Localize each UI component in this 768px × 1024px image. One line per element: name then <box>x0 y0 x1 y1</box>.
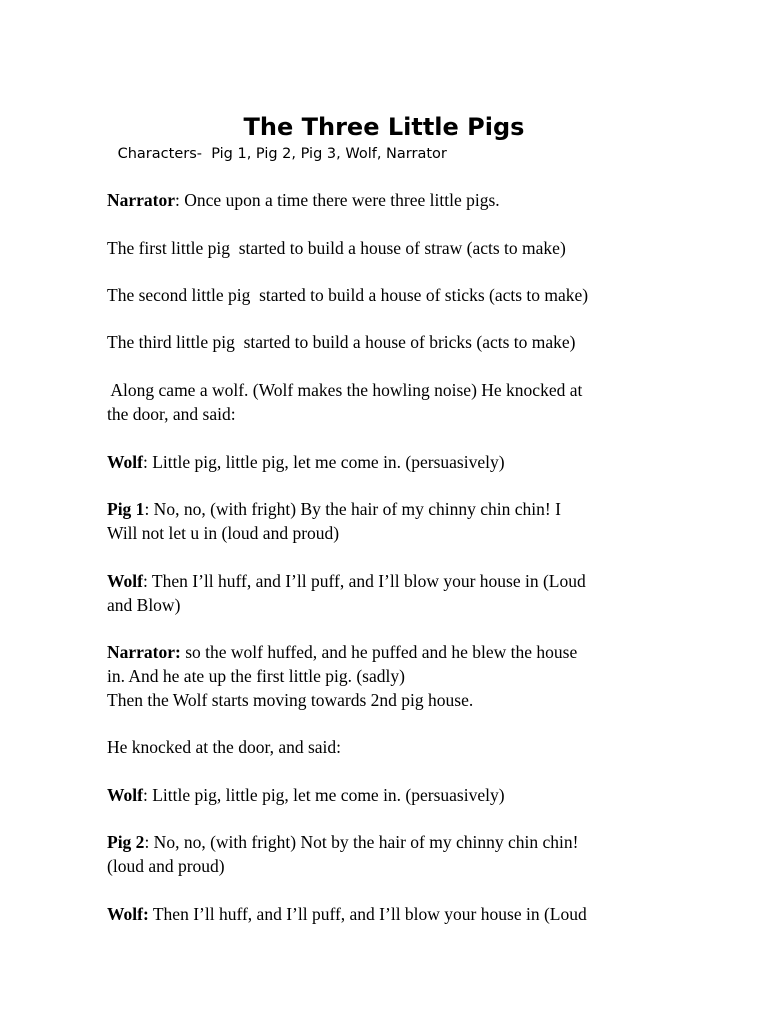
line-text: Then the Wolf starts moving towards 2nd pig house. <box>107 690 474 710</box>
line-text: (loud and proud) <box>107 856 225 876</box>
script-line <box>107 783 667 807</box>
speaker-label: Pig 1 <box>107 499 145 519</box>
script-line <box>107 854 667 878</box>
line-text: the door, and said: <box>107 404 236 424</box>
document-title: The Three Little Pigs <box>243 113 525 141</box>
speaker-label: Wolf: <box>107 904 149 924</box>
line-text: : No, no, (with fright) By the hair of my chinny chin chin! I <box>144 499 561 519</box>
script-line <box>107 664 667 688</box>
script-line <box>107 902 667 926</box>
script-line <box>107 735 667 759</box>
speaker-label: Narrator <box>107 190 176 210</box>
script-line <box>107 497 667 521</box>
script-line <box>107 236 667 260</box>
script-line <box>107 830 667 854</box>
script-line <box>107 378 667 402</box>
line-text: The first little pig started to build a house of straw (acts to make) <box>107 238 566 258</box>
script-line <box>107 569 667 593</box>
speaker-label: Narrator: <box>107 642 181 662</box>
characters-list: Characters- Pig 1, Pig 2, Pig 3, Wolf, Narrator <box>113 146 447 162</box>
line-text: : Little pig, little pig, let me come in. (persuasively) <box>142 452 505 472</box>
script-line <box>107 402 667 426</box>
line-text: and Blow) <box>107 595 181 615</box>
line-text: : Once upon a time there were three little pigs. <box>175 190 500 210</box>
line-text: Along came a wolf. (Wolf makes the howling noise) He knocked at <box>107 380 583 400</box>
script-line <box>107 450 667 474</box>
script-line <box>107 593 667 617</box>
script-line <box>107 188 667 212</box>
line-text: : No, no, (with fright) Not by the hair of my chinny chin chin! <box>144 832 579 852</box>
script-line <box>107 640 667 664</box>
line-text: He knocked at the door, and said: <box>107 737 342 757</box>
line-text: so the wolf huffed, and he puffed and he blew the house <box>180 642 578 662</box>
line-text: in. And he ate up the first little pig. (sadly) <box>107 666 405 686</box>
speaker-label: Wolf <box>107 785 143 805</box>
line-text: : Little pig, little pig, let me come in. (persuasively) <box>142 785 505 805</box>
line-text: Then I’ll huff, and I’ll puff, and I’ll blow your house in (Loud <box>148 904 587 924</box>
line-text: Will not let u in (loud and proud) <box>107 523 340 543</box>
speaker-label: Wolf <box>107 452 143 472</box>
speaker-label: Pig 2 <box>107 832 145 852</box>
line-text: The second little pig started to build a house of sticks (acts to make) <box>107 285 589 305</box>
script-line <box>107 283 667 307</box>
line-text: : Then I’ll huff, and I’ll puff, and I’ll blow your house in (Loud <box>142 571 586 591</box>
script-line <box>107 521 667 545</box>
line-text: The third little pig started to build a house of bricks (acts to make) <box>107 332 576 352</box>
script-line <box>107 688 667 712</box>
script-line <box>107 330 667 354</box>
speaker-label: Wolf <box>107 571 143 591</box>
